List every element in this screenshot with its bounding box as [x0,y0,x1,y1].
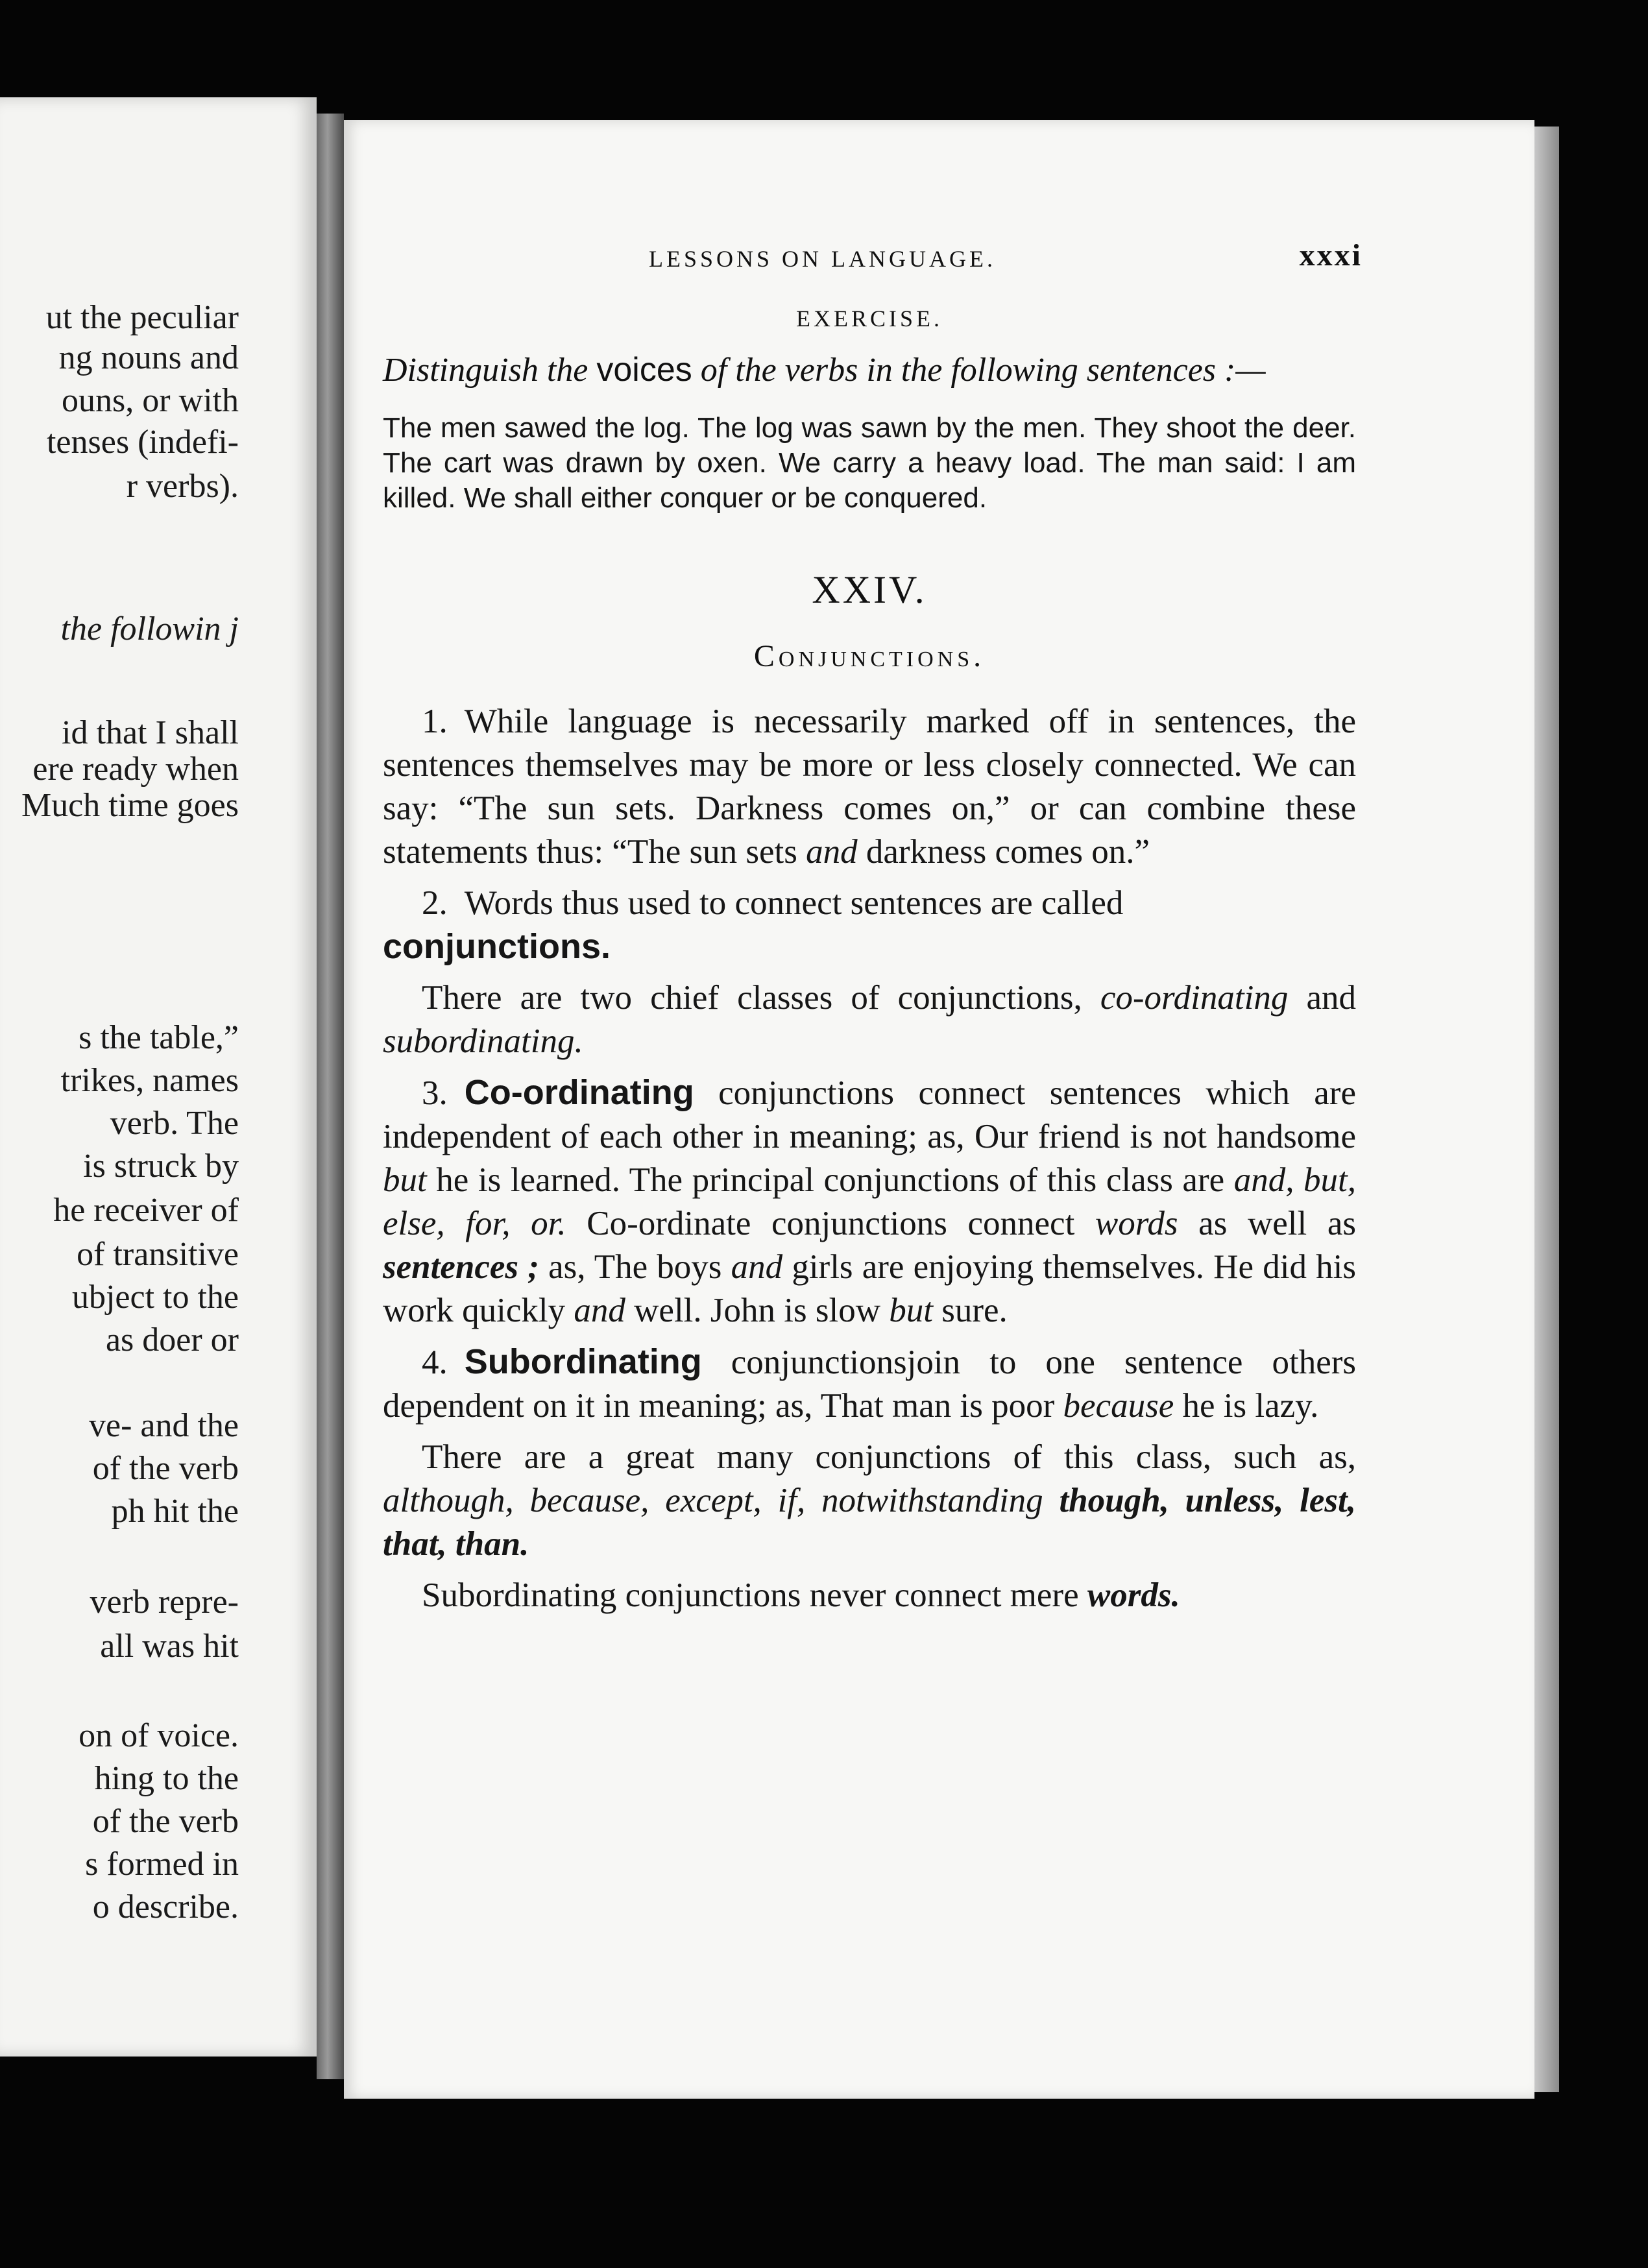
instruction-text: of the verbs in the following sentences :— [692,352,1266,389]
left-page-line: on of voice. [79,1717,239,1754]
emphasis: and, but, else, for, or. [383,1161,1356,1242]
paragraph-text: and [1288,979,1356,1017]
paragraph-text: There are two chief classes of conjunctions, [422,979,1100,1017]
emphasis: but [383,1161,427,1199]
paragraph-text: conjunctionsjoin to one sentence others dependent on it in meaning; as, That man is poor [383,1344,1356,1425]
paragraph-text: There are a great many conjunctions of this class, such as, [422,1438,1356,1476]
left-page-line: ere ready when [32,751,239,788]
left-page-line: trikes, names [60,1062,239,1099]
left-page-line: r verbs). [126,468,239,505]
paragraph-text: darkness comes on.” [857,833,1150,871]
exercise-instruction [383,349,1356,391]
paragraph-2 [383,882,1356,969]
exercise-examples: The men sawed the log. The log was sawn by the men. They shoot the deer. The cart was drawn by oxen. We carry a heavy load. The man said: I am killed. We shall either conquer or be conquered. [383,412,1356,514]
page-edge [1534,127,1559,2092]
paragraph-2b [383,976,1356,1063]
paragraph-5 [383,1436,1356,1566]
left-page-line: is struck by [83,1148,239,1185]
emphasis: though, unless, lest, that, than. [383,1482,1356,1563]
paragraph-number: 3. [422,1074,448,1112]
left-page-line: Much time goes [21,787,239,824]
emphasis: because [1063,1387,1174,1425]
page-text [383,234,1363,1617]
emphasis: but [889,1292,933,1329]
term-co-ordinating: Co-ordinating [464,1073,694,1112]
left-page [0,97,317,2057]
paragraph-text: sure. [933,1292,1008,1329]
left-page-line: o describe. [92,1888,239,1925]
paragraph-text: well. John is slow [625,1292,890,1329]
book-gutter [317,114,344,2079]
left-page-line: id that I shall [62,714,239,751]
running-head [383,234,1363,279]
left-page-line: the followin j [60,610,239,647]
left-page-line: ng nouns and [58,339,239,376]
emphasis: although, because, except, if, notwithstanding [383,1482,1043,1519]
paragraph-text: conjunctions connect sentences which are independent of each other in meaning; as, Our friend is not handsome [383,1074,1356,1155]
emphasis: words. [1087,1576,1180,1614]
left-page-line: s formed in [85,1846,239,1883]
emphasis: subordinating. [383,1022,583,1060]
term-subordinating: Subordinating [464,1342,702,1381]
lesson-number: XXIV. [812,568,927,611]
instruction-term: voices [596,351,692,389]
left-page-line: tenses (indefi- [46,424,239,461]
left-page-line: s the table,” [79,1019,239,1056]
paragraph-3 [383,1071,1356,1333]
paragraph-number: 1. [422,703,448,740]
paragraph-text: girls are enjoying themselves. He did his work quickly [383,1248,1356,1329]
left-page-line: all was hit [100,1628,239,1665]
paragraph-4 [383,1340,1356,1428]
emphasis: co-ordinating [1100,979,1289,1017]
exercise-heading: EXERCISE. [795,306,943,332]
instruction-text: Distinguish the [383,352,597,389]
left-page-line: of the verb [92,1803,239,1840]
lesson-title: Conjunctions. [753,639,986,673]
paragraph-text: as, The boys [539,1248,731,1286]
left-page-line: ubject to the [71,1279,239,1316]
left-page-line: he receiver of [53,1192,239,1229]
paragraph-text: as well as [1178,1205,1356,1242]
left-page-line: as doer or [105,1321,239,1358]
paragraph-text: Words thus used to connect sentences are called [464,884,1124,922]
emphasis: and [806,833,858,871]
running-title: LESSONS ON LANGUAGE. [649,246,997,272]
left-page-line: ve- and the [88,1407,239,1444]
paragraph-text: he is lazy. [1174,1387,1319,1425]
left-page-line: ouns, or with [62,382,239,419]
paragraph-text: While language is necessarily marked off in sentences, the sentences themselves may be more or less closely connected. We can say: “The sun sets. Darkness comes on,” or can combine these statements thus: “The sun sets [383,703,1356,871]
emphasis: sentences ; [383,1248,539,1286]
emphasis: and [574,1292,625,1329]
paragraph-number: 4. [422,1344,448,1381]
emphasis: words [1095,1205,1178,1242]
paragraph-6 [383,1574,1356,1617]
left-page-line: of the verb [92,1450,239,1487]
paragraph-text: he is learned. The principal conjunctions of this class are [426,1161,1234,1199]
term-conjunctions: conjunctions. [383,927,611,966]
emphasis: and [731,1248,783,1286]
left-page-line: ut the peculiar [45,299,239,336]
paragraph-text: Co-ordinate conjunctions connect [566,1205,1095,1242]
left-page-line: of transitive [77,1236,239,1273]
paragraph-text: Subordinating conjunctions never connect mere [422,1576,1087,1614]
left-page-line: verb. The [110,1105,239,1142]
page-number: xxxi [1299,238,1363,272]
paragraph-1 [383,700,1356,874]
left-page-line: hing to the [94,1760,239,1797]
left-page-line: verb repre- [90,1584,239,1621]
paragraph-number: 2. [422,884,448,922]
left-page-line: ph hit the [111,1493,239,1530]
